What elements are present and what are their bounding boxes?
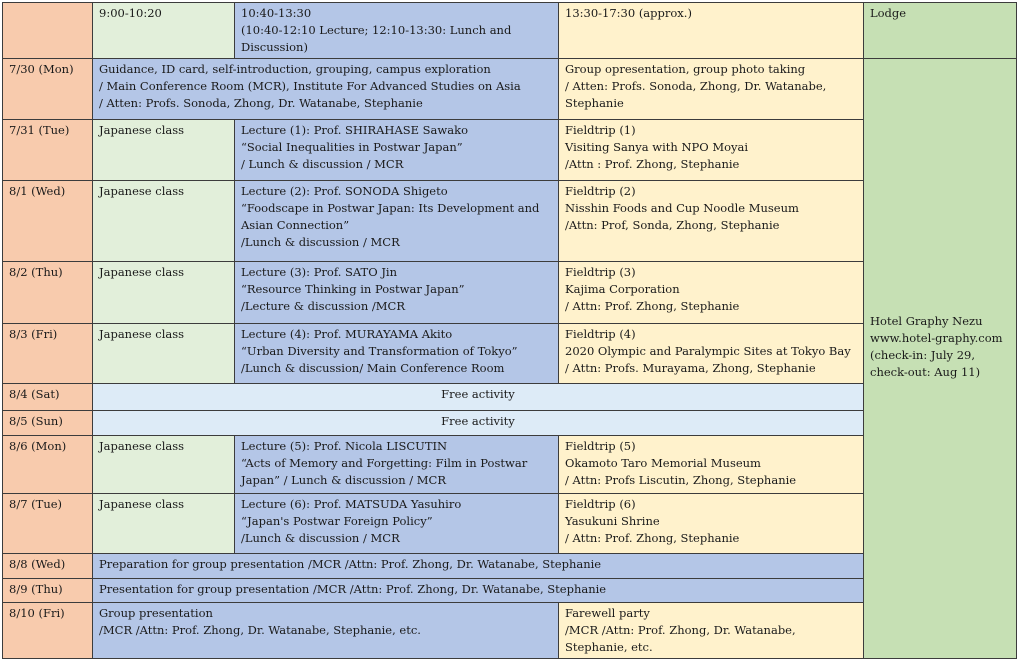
date-cell: 7/31 (Tue) [3, 120, 93, 181]
header-lodge-cell: Lodge [864, 3, 1017, 59]
lecture-cell: Lecture (3): Prof. SATO Jin “Resource Thinking in Postwar Japan” /Lecture & discussion /MCR [235, 262, 559, 324]
date-cell: 7/30 (Mon) [3, 59, 93, 120]
lecture-cell: Lecture (4): Prof. MURAYAMA Akito “Urban Diversity and Transformation of Tokyo” /Lunch & discussion/ Main Conference Room [235, 324, 559, 384]
header-afternoon-cell: 13:30-17:30 (approx.) [559, 3, 864, 59]
afternoon-cell: Group opresentation, group photo taking / Atten: Profs. Sonoda, Zhong, Dr. Watanabe, Stephanie [559, 59, 864, 120]
date-cell: 8/1 (Wed) [3, 181, 93, 262]
header-lecture-cell: 10:40-13:30 (10:40-12:10 Lecture; 12:10-13:30: Lunch and Discussion) [235, 3, 559, 59]
afternoon-cell: Fieldtrip (4) 2020 Olympic and Paralympic Sites at Tokyo Bay / Attn: Profs. Murayama, Zhong, Stephanie [559, 324, 864, 384]
afternoon-cell: Fieldtrip (5) Okamoto Taro Memorial Museum / Attn: Profs Liscutin, Zhong, Stephanie [559, 436, 864, 494]
schedule-table [2, 2, 1017, 659]
morning-cell: Japanese class [93, 324, 235, 384]
date-cell: 8/7 (Tue) [3, 494, 93, 554]
date-cell: 8/8 (Wed) [3, 554, 93, 579]
header-morning-cell: 9:00-10:20 [93, 3, 235, 59]
morning-cell: Japanese class [93, 120, 235, 181]
lodge-info: Hotel Graphy Nezu www.hotel-graphy.com (check-in: July 29, check-out: Aug 11) [870, 313, 1003, 379]
header-date-cell [3, 3, 93, 59]
activity-cell: Group presentation /MCR /Attn: Prof. Zhong, Dr. Watanabe, Stephanie, etc. [93, 603, 559, 659]
morning-cell: Japanese class [93, 494, 235, 554]
date-cell: 8/2 (Thu) [3, 262, 93, 324]
morning-cell: Japanese class [93, 436, 235, 494]
lecture-cell: Lecture (1): Prof. SHIRAHASE Sawako “Social Inequalities in Postwar Japan” / Lunch & discussion / MCR [235, 120, 559, 181]
afternoon-cell: Fieldtrip (1) Visiting Sanya with NPO Moyai /Attn : Prof. Zhong, Stephanie [559, 120, 864, 181]
header-row [3, 3, 1017, 59]
afternoon-cell: Fieldtrip (6) Yasukuni Shrine / Attn: Prof. Zhong, Stephanie [559, 494, 864, 554]
date-cell: 8/5 (Sun) [3, 411, 93, 436]
date-cell: 8/6 (Mon) [3, 436, 93, 494]
activity-cell: Presentation for group presentation /MCR /Attn: Prof. Zhong, Dr. Watanabe, Stephanie [93, 579, 864, 603]
date-cell: 8/3 (Fri) [3, 324, 93, 384]
activity-cell: Guidance, ID card, self-introduction, grouping, campus exploration / Main Conference Room (MCR), Institute For Advanced Studies on Asia / Atten: Profs. Sonoda, Zhong, Dr. Watanabe, Stephanie [93, 59, 559, 120]
date-cell: 8/9 (Thu) [3, 579, 93, 603]
free-activity-cell: Free activity [93, 411, 864, 436]
date-cell: 8/4 (Sat) [3, 384, 93, 411]
lecture-cell: Lecture (2): Prof. SONODA Shigeto “Foodscape in Postwar Japan: Its Development and Asian Connection” /Lunch & discussion / MCR [235, 181, 559, 262]
morning-cell: Japanese class [93, 262, 235, 324]
afternoon-cell: Farewell party /MCR /Attn: Prof. Zhong, Dr. Watanabe, Stephanie, etc. [559, 603, 864, 659]
free-activity-cell: Free activity [93, 384, 864, 411]
activity-cell: Preparation for group presentation /MCR /Attn: Prof. Zhong, Dr. Watanabe, Stephanie [93, 554, 864, 579]
lodge-cell [864, 59, 1017, 659]
afternoon-cell: Fieldtrip (3) Kajima Corporation / Attn: Prof. Zhong, Stephanie [559, 262, 864, 324]
afternoon-cell: Fieldtrip (2) Nisshin Foods and Cup Noodle Museum /Attn: Prof, Sonda, Zhong, Stephanie [559, 181, 864, 262]
table-row [3, 59, 1017, 120]
morning-cell: Japanese class [93, 181, 235, 262]
lecture-cell: Lecture (6): Prof. MATSUDA Yasuhiro “Japan's Postwar Foreign Policy” /Lunch & discussion / MCR [235, 494, 559, 554]
date-cell: 8/10 (Fri) [3, 603, 93, 659]
lecture-cell: Lecture (5): Prof. Nicola LISCUTIN “Acts of Memory and Forgetting: Film in Postwar Japan” / Lunch & discussion / MCR [235, 436, 559, 494]
